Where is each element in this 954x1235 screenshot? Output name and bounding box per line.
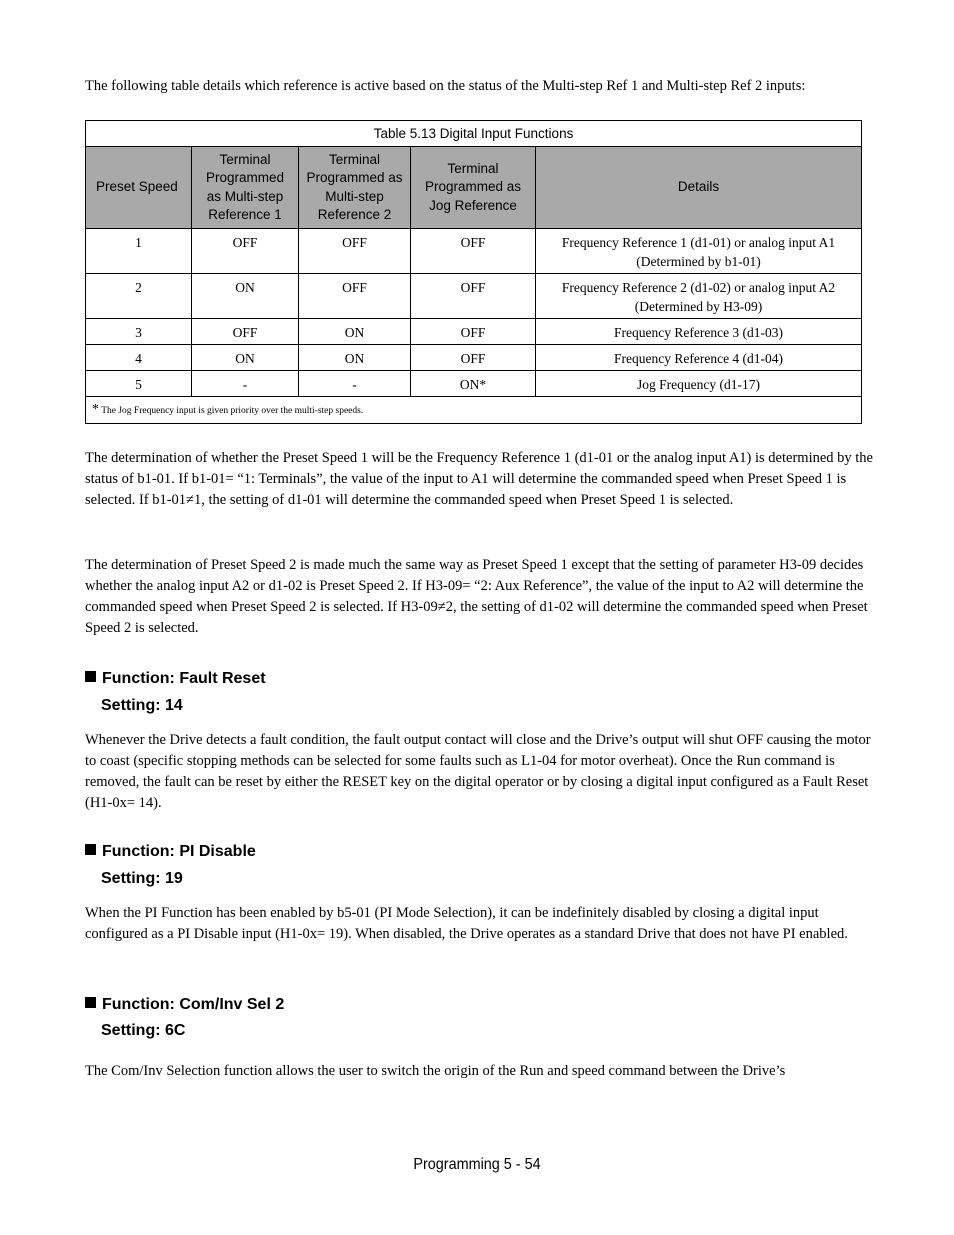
preset-speed-2-paragraph: The determination of Preset Speed 2 is made much the same way as Preset Speed 1 except that the setting of parameter H3-09 decides whether the analog input A2 or d1-02 is Preset Speed 2. If H3-09= “2: Aux Reference”, the value of the input to A2 will determine the commanded speed when Preset Speed 2 is selected. If H3-09≠2, the setting of d1-02 will determine the commanded speed when Preset Speed 2 is selected. <box>85 557 868 636</box>
table-cell: 4 <box>86 345 192 371</box>
table-cell: ON <box>299 345 411 371</box>
table-cell: ON* <box>411 371 536 397</box>
table-cell: ON <box>192 274 299 319</box>
section-setting-fault-reset: Setting: 14 <box>101 697 183 714</box>
section-function-label: Function: Com/Inv Sel 2 <box>102 996 285 1013</box>
table-cell: Frequency Reference 4 (d1-04) <box>536 345 862 371</box>
table-cell: OFF <box>192 319 299 345</box>
table-cell: Frequency Reference 1 (d1-01) or analog input A1 (Determined by b1-01) <box>536 229 862 274</box>
preset-speed-1-paragraph: The determination of whether the Preset Speed 1 will be the Frequency Reference 1 (d1-01 or the analog input A1) is determined by the status of b1-01. If b1-01= “1: Terminals”, the value of the input to A1 will determine the commanded speed when Preset Speed 1 is selected. If b1-01≠1, the setting of d1-01 will determine the commanded speed when Preset Speed 1 is selected. <box>85 450 873 508</box>
table-cell: Frequency Reference 2 (d1-02) or analog input A2 (Determined by H3-09) <box>536 274 862 319</box>
table-cell: OFF <box>411 345 536 371</box>
table-cell: OFF <box>299 229 411 274</box>
table-cell: OFF <box>411 319 536 345</box>
com-inv-paragraph: The Com/Inv Selection function allows the user to switch the origin of the Run and speed command between the Drive’s <box>85 1063 786 1079</box>
table-cell: OFF <box>299 274 411 319</box>
section-function-label: Function: PI Disable <box>102 843 256 860</box>
fault-reset-paragraph: Whenever the Drive detects a fault condition, the fault output contact will close and the Drive’s output will shut OFF causing the motor to coast (specific stopping methods can be selected for some faults such as L1-04 for motor overheat). Once the Run command is removed, the fault can be reset by either the RESET key on the digital operator or by closing a digital input configured as a Fault Reset (H1-0x= 14). <box>85 732 871 811</box>
digital-input-functions-table <box>85 120 862 424</box>
header-multi-step-ref-1: Terminal Programmed as Multi-step Reference 1 <box>192 147 299 229</box>
table-row <box>86 229 862 274</box>
table-note-row <box>86 397 862 424</box>
table-cell: 1 <box>86 229 192 274</box>
table-row <box>86 274 862 319</box>
note-asterisk: * <box>92 402 99 417</box>
intro-text: The following table details which reference is active based on the status of the Multi-step Ref 1 and Multi-step Ref 2 inputs: <box>85 78 806 94</box>
table-row <box>86 371 862 397</box>
section-setting-com-inv-sel-2: Setting: 6C <box>101 1022 186 1039</box>
table-cell: Frequency Reference 3 (d1-03) <box>536 319 862 345</box>
section-setting-pi-disable: Setting: 19 <box>101 870 183 887</box>
square-bullet-icon <box>85 671 96 682</box>
section-function-label: Function: Fault Reset <box>102 670 266 687</box>
table-cell: OFF <box>411 274 536 319</box>
header-multi-step-ref-2: Terminal Programmed as Multi-step Reference 2 <box>299 147 411 229</box>
square-bullet-icon <box>85 844 96 855</box>
section-heading-fault-reset <box>85 669 266 689</box>
header-preset-speed: Preset Speed <box>86 147 192 229</box>
table-cell: OFF <box>411 229 536 274</box>
section-heading-com-inv-sel-2 <box>85 995 284 1015</box>
header-jog-reference: Terminal Programmed as Jog Reference <box>411 147 536 229</box>
table-caption: Table 5.13 Digital Input Functions <box>86 121 862 147</box>
table-cell: ON <box>192 345 299 371</box>
table-cell: 5 <box>86 371 192 397</box>
table-row <box>86 345 862 371</box>
table-cell: Jog Frequency (d1-17) <box>536 371 862 397</box>
page-footer: Programming 5 - 54 <box>413 1156 541 1173</box>
section-heading-pi-disable <box>85 842 256 862</box>
pi-disable-paragraph: When the PI Function has been enabled by b5-01 (PI Mode Selection), it can be indefinitely disabled by closing a digital input configured as a PI Disable input (H1-0x= 19). When disabled, the Drive operates as a standard Drive that does not have PI enabled. <box>85 905 848 942</box>
table-note <box>86 397 862 424</box>
square-bullet-icon <box>85 997 96 1008</box>
table-row <box>86 319 862 345</box>
note-text: The Jog Frequency input is given priority over the multi-step speeds. <box>101 406 364 416</box>
table-cell: 3 <box>86 319 192 345</box>
header-details: Details <box>536 147 862 229</box>
table-cell: 2 <box>86 274 192 319</box>
table-cell: - <box>192 371 299 397</box>
table-cell: ON <box>299 319 411 345</box>
table-cell: - <box>299 371 411 397</box>
table-header-row <box>86 147 862 229</box>
table-cell: OFF <box>192 229 299 274</box>
